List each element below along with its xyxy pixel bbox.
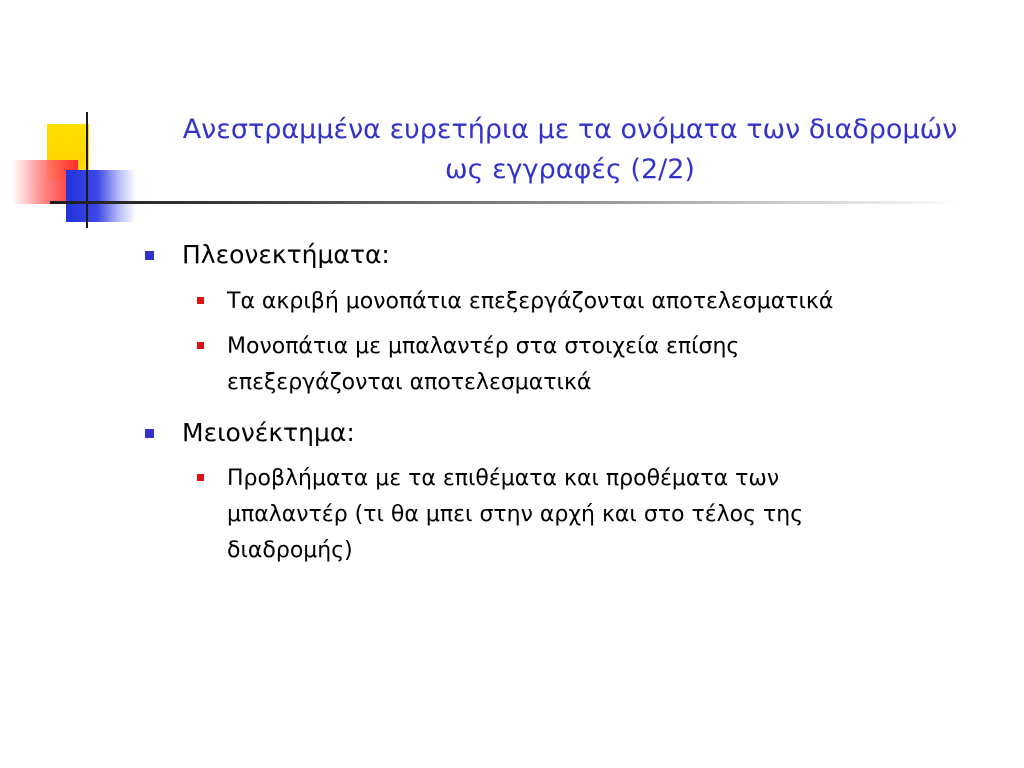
bullet-advantages — [182, 238, 390, 272]
sub-bullet-exact-paths — [227, 284, 987, 320]
sub-bullet-text: Μονοπάτια με μπαλαντέρ στα στοιχεία επίσης — [227, 334, 740, 359]
sub-bullet-wildcard-paths — [227, 329, 987, 401]
bullet-disadvantage-label: Μειονέκτημα: — [182, 418, 355, 447]
red-square-bullet-icon — [197, 297, 204, 304]
sub-bullet-text: επεξεργάζονται αποτελεσματικά — [227, 370, 592, 395]
sub-bullet-text: Τα ακριβή μονοπάτια επεξεργάζονται αποτελεσματικά — [227, 289, 834, 314]
bullet-disadvantage — [182, 416, 355, 450]
blue-square-bullet-icon — [145, 251, 154, 260]
blue-square-bullet-icon — [145, 429, 154, 438]
bullet-advantages-label: Πλεονεκτήματα: — [182, 240, 390, 269]
red-square-bullet-icon — [197, 342, 204, 349]
sub-bullet-text: μπαλαντέρ (τι θα μπει στην αρχή και στο τέλος της — [227, 502, 804, 527]
slide-title-line-1: Ανεστραμμένα ευρετήρια με τα ονόματα των διαδρομών — [182, 114, 958, 145]
sub-bullet-text: διαδρομής) — [227, 538, 353, 563]
red-square-bullet-icon — [197, 474, 204, 481]
sub-bullet-wildcard-problems — [227, 461, 987, 569]
sub-bullet-text: Προβλήματα με τα επιθέματα και προθέματα των — [227, 466, 780, 491]
slide-title-line-2: ως εγγραφές (2/2) — [445, 154, 695, 185]
